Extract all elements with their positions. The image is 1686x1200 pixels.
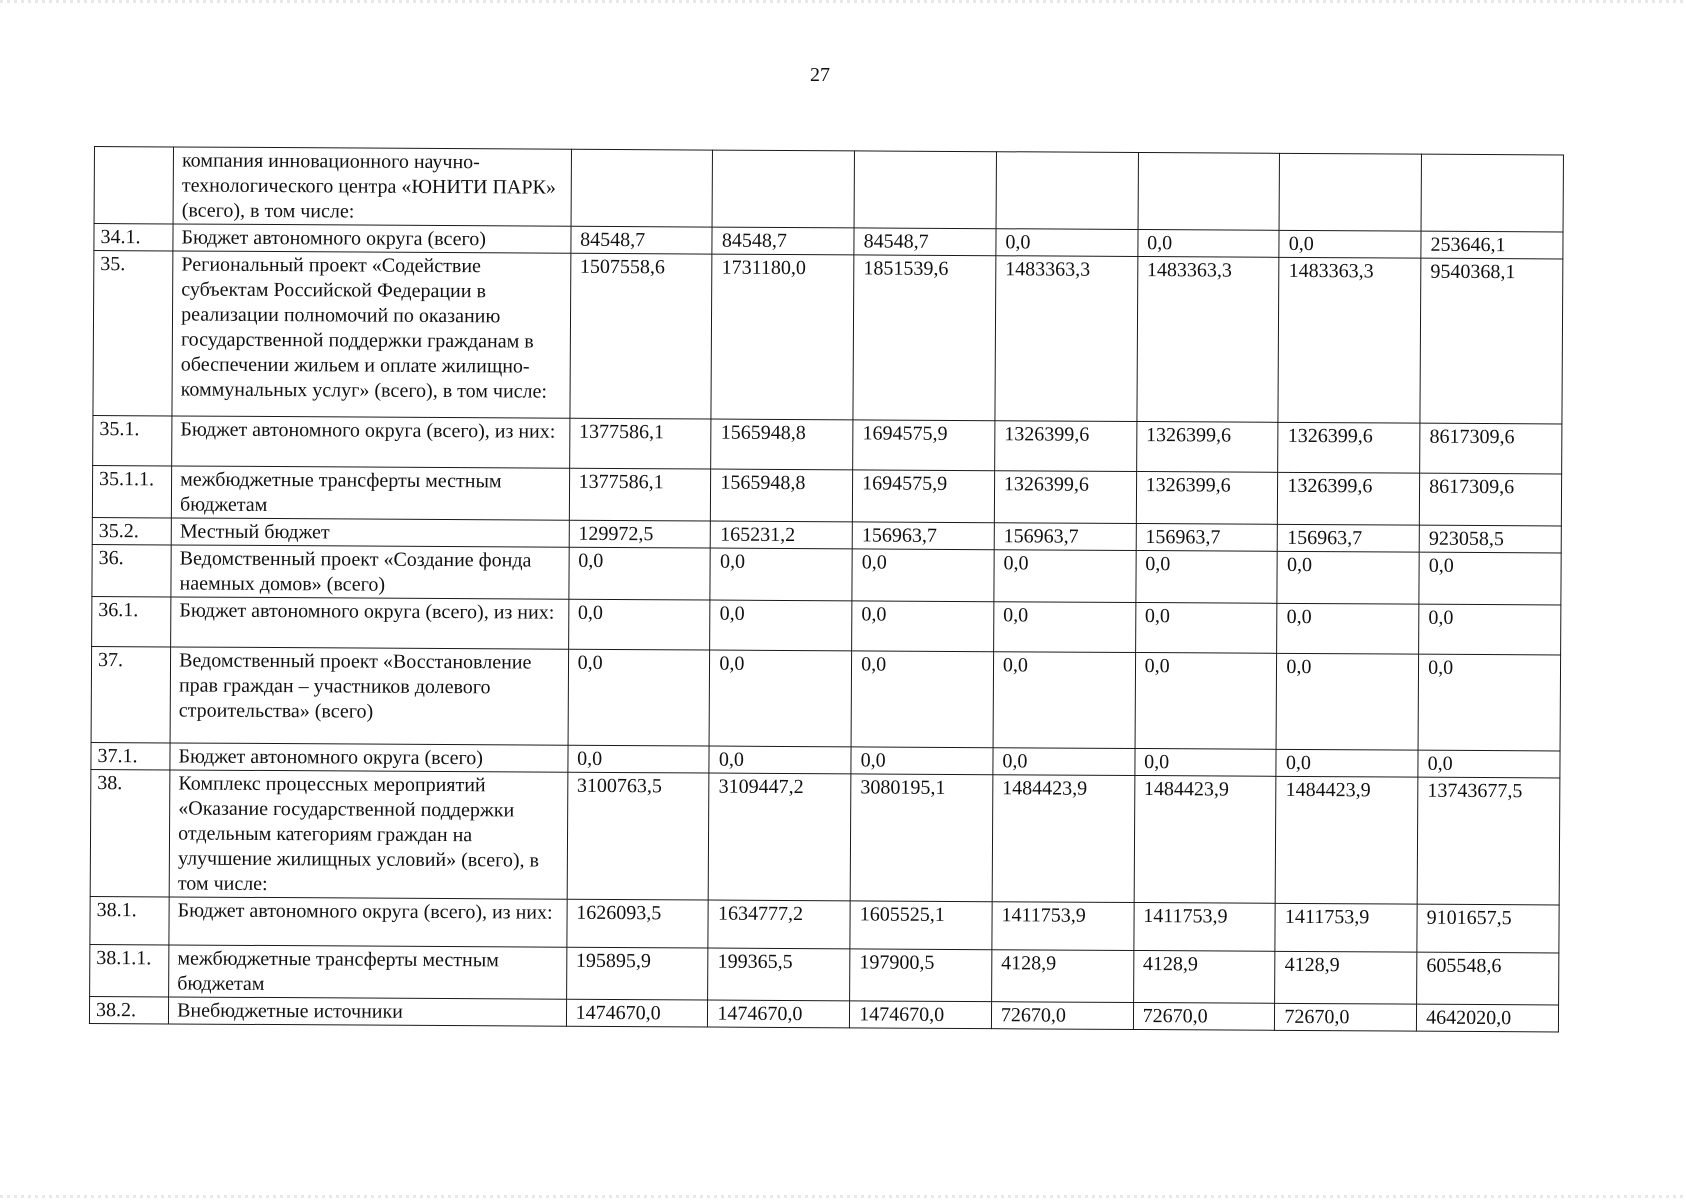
row-value: 1694575,9: [852, 470, 994, 523]
row-value: 72670,0: [991, 1002, 1133, 1030]
row-value: 156963,7: [852, 522, 994, 550]
row-value: 1565948,8: [711, 469, 853, 522]
row-number: 38.1.1.: [90, 944, 169, 996]
row-value: 1565948,8: [711, 419, 853, 470]
row-value: 605548,6: [1417, 952, 1559, 1005]
row-value: 1626093,5: [567, 899, 709, 948]
row-value: 0,0: [1279, 230, 1421, 258]
row-number: 34.1.: [94, 224, 173, 251]
row-name: Бюджет автономного округа (всего): [170, 743, 568, 772]
row-value: 1694575,9: [853, 420, 995, 471]
row-number: 36.: [92, 544, 171, 596]
row-value: 0,0: [993, 602, 1135, 653]
row-value: 1326399,6: [1278, 422, 1420, 473]
row-number: 36.1.: [92, 596, 171, 646]
row-name: Бюджет автономного округа (всего), из них:: [169, 897, 567, 947]
row-value: 1377586,1: [569, 468, 711, 521]
row-value: 9101657,5: [1417, 904, 1559, 953]
row-value: 0,0: [568, 649, 710, 746]
row-name: компания инновационного научно-технологического центра «ЮНИТИ ПАРК» (всего), в том числе:: [173, 147, 571, 226]
row-value: [1138, 153, 1280, 231]
row-value: 0,0: [1419, 552, 1561, 605]
row-value: 0,0: [710, 600, 852, 651]
row-value: 0,0: [1419, 604, 1561, 655]
table-row: [90, 769, 1560, 904]
row-number: 37.: [91, 646, 171, 742]
row-value: 0,0: [1136, 551, 1278, 604]
row-name: Региональный проект «Содействие субъектам Российской Федерации в реализации полномочий по оказанию государственной поддержки гражданам в обеспечении жильем и оплате жилищно-коммунальных услуг» (всего), в том числе:: [172, 251, 570, 418]
row-value: 0,0: [996, 229, 1138, 257]
row-name: Бюджет автономного округа (всего): [173, 224, 571, 253]
row-value: 72670,0: [1133, 1002, 1275, 1030]
row-value: 197900,5: [850, 949, 992, 1002]
row-value: 0,0: [710, 548, 852, 601]
page-number: 27: [810, 64, 830, 86]
row-value: 0,0: [1276, 653, 1418, 750]
table-row: [90, 896, 1559, 952]
table-body: [89, 147, 1563, 1032]
table-row: [94, 147, 1563, 232]
row-value: 0,0: [568, 745, 710, 773]
row-name: Ведомственный проект «Восстановление прав граждан – участников долевого строительства» (всего): [170, 647, 568, 745]
row-value: 4642020,0: [1417, 1004, 1559, 1032]
row-value: 3109447,2: [709, 773, 851, 901]
row-value: 0,0: [709, 746, 851, 774]
budget-table: [89, 146, 1564, 1032]
row-number: 35.: [93, 251, 173, 416]
table-row: [92, 465, 1561, 525]
row-value: 0,0: [709, 650, 851, 747]
row-value: 195895,9: [566, 947, 708, 1000]
row-value: 1326399,6: [1136, 422, 1278, 473]
row-value: 0,0: [993, 652, 1135, 749]
row-value: 0,0: [568, 599, 710, 650]
row-value: 84548,7: [854, 228, 996, 256]
row-name: Ведомственный проект «Создание фонда наемных домов» (всего): [171, 545, 569, 599]
row-value: [571, 149, 713, 227]
row-value: 129972,5: [569, 520, 711, 548]
row-value: 1484423,9: [1134, 776, 1276, 904]
row-value: 156963,7: [1278, 524, 1420, 552]
row-value: 0,0: [994, 550, 1136, 603]
table-row: [92, 596, 1561, 654]
row-value: 1634777,2: [708, 900, 850, 949]
row-name: Комплекс процессных мероприятий «Оказание государственной поддержки отдельным категориям граждан на улучшение жилищных условий» (всего), в том числе:: [169, 770, 567, 899]
row-number: 35.1.1.: [92, 465, 171, 517]
row-name: Бюджет автономного округа (всего), из них:: [172, 416, 570, 468]
row-number: 37.1.: [91, 742, 170, 769]
row-name: межбюджетные трансферты местным бюджетам: [169, 945, 567, 999]
row-value: 0,0: [1277, 603, 1419, 654]
row-value: 1484423,9: [992, 775, 1134, 903]
row-value: 4128,9: [1275, 951, 1417, 1004]
row-value: 3100763,5: [567, 772, 709, 900]
row-value: 84548,7: [571, 226, 713, 254]
row-name: межбюджетные трансферты местным бюджетам: [171, 466, 569, 520]
row-value: [1279, 153, 1421, 231]
row-value: 0,0: [1135, 653, 1277, 750]
row-number: 38.2.: [89, 996, 168, 1023]
row-value: 3080195,1: [850, 774, 992, 902]
row-value: 0,0: [569, 547, 711, 600]
table-row: [93, 251, 1563, 424]
row-value: 1326399,6: [1136, 472, 1278, 525]
row-value: 72670,0: [1275, 1003, 1417, 1031]
row-value: 8617309,6: [1420, 423, 1562, 474]
row-value: 0,0: [852, 601, 994, 652]
row-value: 199365,5: [708, 948, 850, 1001]
row-value: [712, 150, 854, 228]
row-value: 0,0: [993, 748, 1135, 776]
row-value: [1421, 154, 1563, 232]
row-value: 0,0: [1276, 749, 1418, 777]
row-value: 1326399,6: [995, 421, 1137, 472]
row-value: 1474670,0: [566, 999, 708, 1027]
scan-edge-top: [0, 0, 1686, 3]
row-value: 1605525,1: [850, 901, 992, 950]
row-value: 1411753,9: [1275, 903, 1417, 952]
row-value: [854, 151, 996, 229]
row-value: 1851539,6: [853, 255, 996, 421]
row-value: 156963,7: [994, 523, 1136, 551]
row-value: 0,0: [1418, 750, 1560, 778]
row-name: Местный бюджет: [171, 518, 569, 547]
table-row: [92, 544, 1561, 604]
row-number: 35.1.: [93, 415, 172, 465]
row-name: Внебюджетные источники: [169, 997, 567, 1026]
row-value: 165231,2: [711, 521, 853, 549]
row-value: 923058,5: [1419, 525, 1561, 553]
row-value: 8617309,6: [1419, 473, 1561, 526]
scan-edge-bottom: [0, 1195, 1686, 1198]
row-value: 9540368,1: [1420, 258, 1563, 424]
row-value: 1731180,0: [711, 254, 854, 420]
row-value: 0,0: [1277, 551, 1419, 604]
row-value: 0,0: [851, 651, 993, 748]
row-value: 13743677,5: [1417, 777, 1560, 905]
row-number: 35.2.: [92, 517, 171, 544]
row-number: [94, 147, 174, 224]
row-value: 1483363,3: [1137, 257, 1280, 423]
row-value: 1377586,1: [569, 418, 711, 469]
row-value: 156963,7: [1136, 524, 1278, 552]
row-value: 1411753,9: [992, 902, 1134, 951]
row-value: 1474670,0: [708, 1000, 850, 1028]
row-value: 0,0: [851, 747, 993, 775]
row-value: 0,0: [1418, 654, 1560, 751]
row-value: 1484423,9: [1276, 776, 1418, 904]
row-value: 0,0: [1135, 603, 1277, 654]
row-value: 1411753,9: [1134, 903, 1276, 952]
table-row: [91, 646, 1561, 750]
row-value: 1507558,6: [570, 253, 713, 419]
row-number: 38.1.: [90, 896, 169, 944]
row-value: [996, 152, 1138, 230]
row-value: 1474670,0: [850, 1001, 992, 1029]
table-row: [93, 415, 1562, 473]
row-value: 0,0: [1138, 230, 1280, 258]
row-value: 1326399,6: [994, 471, 1136, 524]
row-value: 253646,1: [1421, 231, 1563, 259]
row-number: 38.: [90, 769, 170, 896]
row-value: 1483363,3: [1278, 257, 1421, 423]
row-value: 1483363,3: [995, 256, 1138, 422]
row-value: 4128,9: [991, 950, 1133, 1003]
row-value: 0,0: [852, 549, 994, 602]
table-row: [90, 944, 1559, 1004]
row-value: 4128,9: [1133, 951, 1275, 1004]
row-name: Бюджет автономного округа (всего), из них:: [171, 597, 569, 649]
row-value: 0,0: [1135, 749, 1277, 777]
row-value: 84548,7: [712, 227, 854, 255]
row-value: 1326399,6: [1278, 472, 1420, 525]
